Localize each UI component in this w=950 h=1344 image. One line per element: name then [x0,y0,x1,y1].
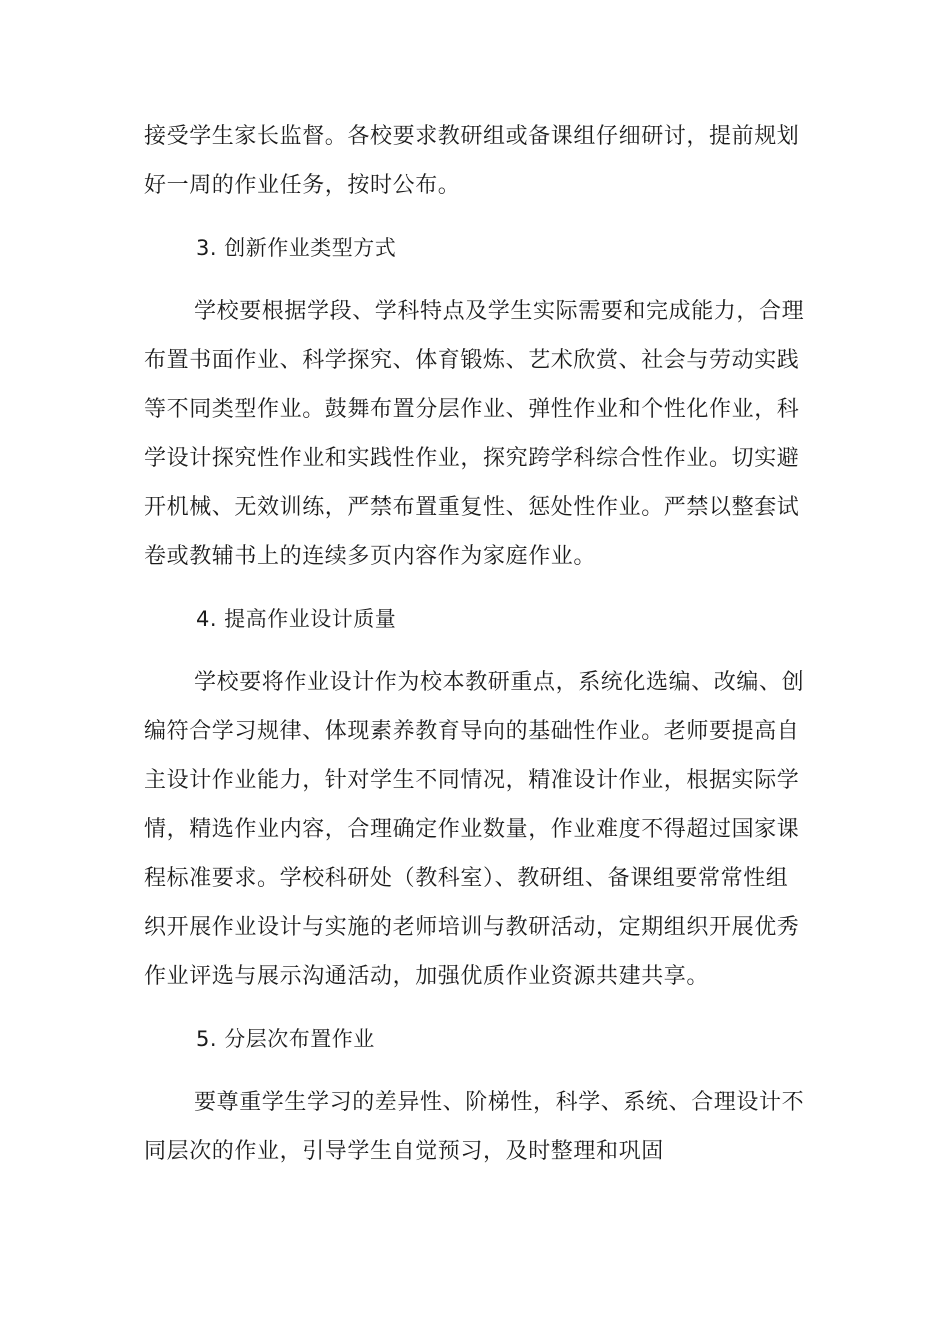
document-body [144,112,834,1176]
paragraph-3 [144,287,834,581]
section-heading-3: 3. 创新作业类型方式 [196,236,397,260]
paragraph-4 [144,658,834,1001]
text-line: 接受学生家长监督。各校要求教研组或备课组仔细研讨，提前规划 [144,124,800,149]
text-line: 学设计探究性作业和实践性作业，探究跨学科综合性作业。切实避 [144,446,800,471]
text-line: 开机械、无效训练，严禁布置重复性、惩处性作业。严禁以整套试 [144,495,800,520]
text-line: 程标准要求。学校科研处（教科室）、教研组、备课组要常常性组 [144,866,789,891]
text-line: 同层次的作业，引导学生自觉预习，及时整理和巩固 [144,1139,664,1164]
text-line: 要尊重学生学习的差异性、阶梯性，科学、系统、合理设计不 [194,1090,805,1115]
text-line: 编符合学习规律、体现素养教育导向的基础性作业。老师要提高自 [144,719,800,744]
paragraph-5 [144,1078,834,1176]
text-line: 布置书面作业、科学探究、体育锻炼、艺术欣赏、社会与劳动实践 [144,348,800,373]
text-line: 作业评选与展示沟通活动，加强优质作业资源共建共享。 [144,964,710,989]
section-heading-4: 4. 提高作业设计质量 [196,607,397,631]
text-line: 学校要根据学段、学科特点及学生实际需要和完成能力，合理 [194,299,805,324]
text-line: 学校要将作业设计作为校本教研重点，系统化选编、改编、创 [194,670,805,695]
text-line: 好一周的作业任务，按时公布。 [144,173,461,198]
text-line: 卷或教辅书上的连续多页内容作为家庭作业。 [144,544,597,569]
text-line: 主设计作业能力，针对学生不同情况，精准设计作业，根据实际学 [144,768,800,793]
text-line: 织开展作业设计与实施的老师培训与教研活动，定期组织开展优秀 [144,915,800,940]
paragraph-continued [144,112,834,210]
section-heading-5: 5. 分层次布置作业 [196,1027,375,1051]
text-line: 等不同类型作业。鼓舞布置分层作业、弹性作业和个性化作业，科 [144,397,800,422]
text-line: 情，精选作业内容，合理确定作业数量，作业难度不得超过国家课 [144,817,800,842]
